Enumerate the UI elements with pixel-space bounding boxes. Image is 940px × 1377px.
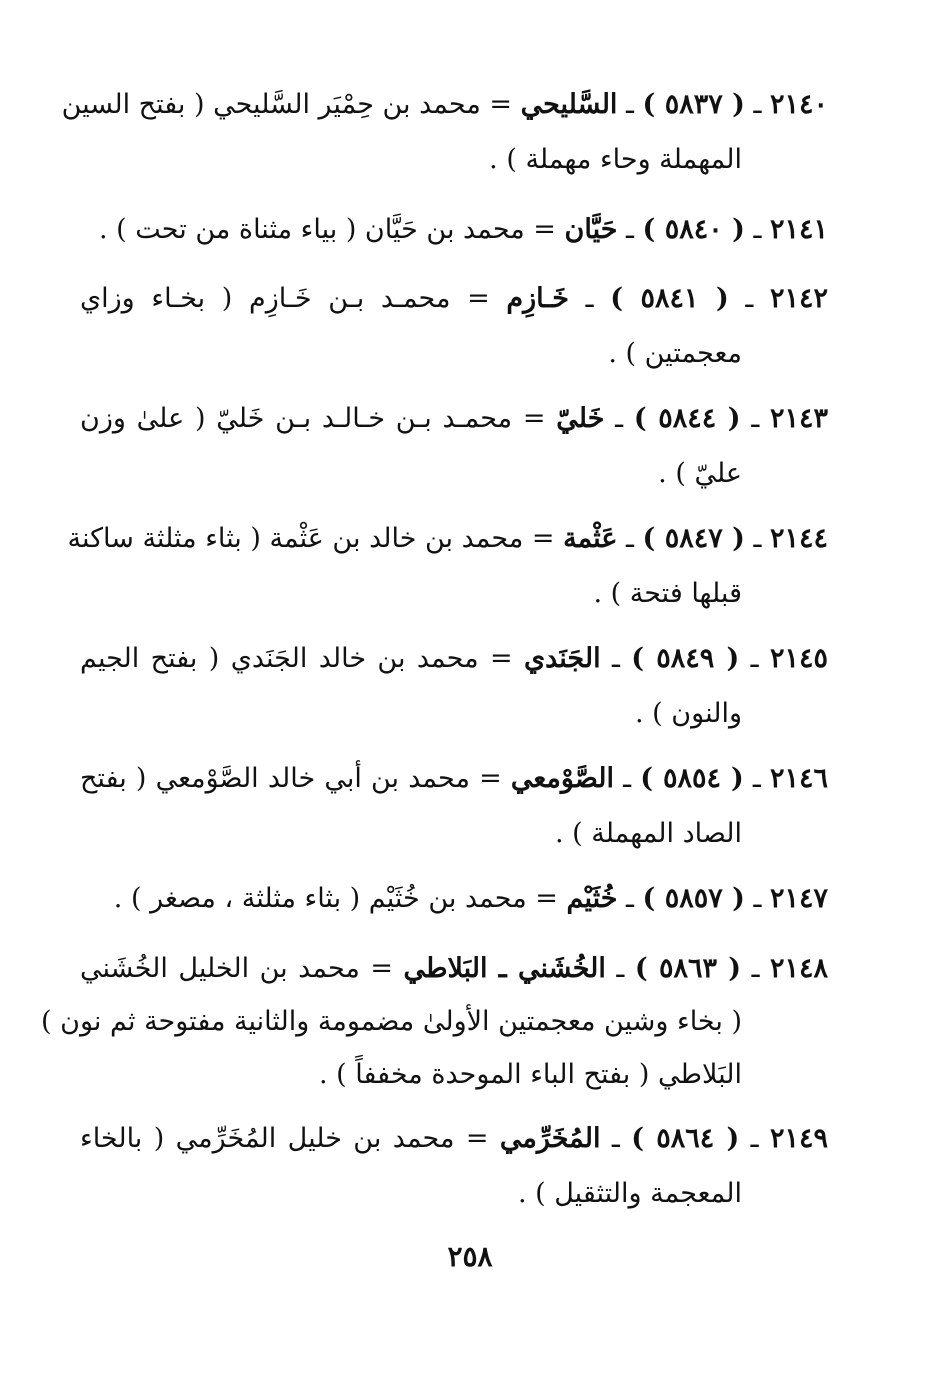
entry-continuation: المعجمة والتثقيل ) . [517, 1178, 742, 1209]
entry-number: ٢١٤٣ [770, 403, 829, 434]
entry-headword: السَّليحي [520, 89, 618, 120]
entry-first-line: ٢١٤٣ ـ ( ٥٨٤٤ ) ـ خَليّ = محمـد بـن خـالـد بـن خَليّ ( علىٰ وزن [80, 403, 829, 434]
entry-continuation: البَلاطي ( بفتح الباء الموحدة مخففاً ) . [319, 1059, 742, 1090]
entry-2141 [80, 202, 828, 257]
entry-2146 [80, 751, 828, 861]
entry-2144 [67, 511, 828, 621]
entry-definition: = محمد بن أبي خالد الصَّوْمعي ( بفتح [80, 763, 502, 794]
entry-continuation: والنون ) . [635, 698, 742, 729]
page-number: ٢٥٨ [447, 1240, 493, 1273]
entry-reference: ( ٥٨٤٠ ) [642, 214, 745, 245]
entry-definition: = محمد بن خالد بن عَثْمة ( بثاء مثلثة ساكنة [67, 523, 555, 554]
entry-reference: ( ٥٨٥٧ ) [642, 883, 745, 914]
entry-continuation: قبلها فتحة ) . [593, 578, 742, 609]
entry-reference: ( ٥٨٤٧ ) [642, 523, 745, 554]
entry-number: ٢١٤٨ [770, 953, 829, 984]
entry-headword: الجَنَدي [523, 643, 601, 674]
entry-headword: خَليّ [556, 403, 605, 434]
entry-number: ٢١٤٥ [769, 643, 828, 674]
entry-definition: = محمـد بـن خَـازِم ( بخـاء وزاي [80, 283, 490, 314]
entry-definition: = محمد بن خُثَيْم ( بثاء مثلثة ، مصغر ) . [113, 883, 558, 914]
entry-number: ٢١٤٢ [769, 283, 828, 314]
entry-2149 [80, 1111, 828, 1221]
entry-first-line: ٢١٤٧ ـ ( ٥٨٥٧ ) ـ خُثَيْم = محمد بن خُثَيْم ( بثاء مثلثة ، مصغر ) . [113, 883, 828, 914]
entry-continuation: عليّ ) . [658, 458, 742, 489]
entry-continuation: الصاد المهملة ) . [554, 818, 742, 849]
entry-headword: عَثْمة [563, 523, 618, 554]
entry-number: ٢١٤١ [769, 214, 828, 245]
entry-definition: = محمد بن خليل المُخَرِّمي ( بالخاء [80, 1123, 489, 1154]
entry-reference: ( ٥٨٦٤ ) [631, 1123, 740, 1154]
entry-continuation: المهملة وحاء مهملة ) . [489, 144, 742, 175]
entry-reference: ( ٥٨٦٣ ) [634, 953, 742, 984]
entry-first-line: ٢١٤٦ ـ ( ٥٨٥٤ ) ـ الصَّوْمعي = محمد بن أبي خالد الصَّوْمعي ( بفتح [80, 763, 828, 794]
entry-headword: الصَّوْمعي [510, 763, 614, 794]
entry-headword: المُخَرِّمي [499, 1123, 601, 1154]
entry-continuation: معجمتين ) . [608, 338, 742, 369]
entry-definition: = محمد بن خالد الجَنَدي ( بفتح الجيم [80, 643, 513, 674]
entry-2148 [41, 942, 829, 1101]
entry-number: ٢١٤٤ [769, 523, 828, 554]
entry-number: ٢١٤٧ [769, 883, 828, 914]
entry-first-line: ٢١٤٤ ـ ( ٥٨٤٧ ) ـ عَثْمة = محمد بن خالد بن عَثْمة ( بثاء مثلثة ساكنة [67, 523, 828, 554]
entry-continuation: ( بخاء وشين معجمتين الأولىٰ مضمومة والثانية مفتوحة ثم نون ) [41, 1006, 742, 1037]
entry-2140 [61, 77, 828, 187]
entry-reference: ( ٥٨٤٩ ) [631, 643, 740, 674]
entry-reference: ( ٥٨٣٧ ) [642, 89, 745, 120]
entry-headword: خُثَيْم [566, 883, 618, 914]
entry-first-line: ٢١٤٨ ـ ( ٥٨٦٣ ) ـ الخُشَني ـ البَلاطي = محمد بن الخليل الخُشَني [80, 953, 829, 984]
entry-definition: = محمـد بـن خـالـد بـن خَليّ ( علىٰ وزن [80, 403, 546, 434]
entry-definition: = محمد بن حَيَّان ( بياء مثناة من تحت ) . [99, 214, 556, 245]
entry-number: ٢١٤٠ [769, 89, 828, 120]
entry-2143 [80, 391, 828, 501]
entry-reference: ( ٥٨٥٤ ) [640, 763, 744, 794]
entry-reference: ( ٥٨٤١ ) [610, 283, 729, 314]
entry-number: ٢١٤٦ [769, 763, 828, 794]
entry-reference: ( ٥٨٤٤ ) [633, 403, 741, 434]
entry-headword: خَـازِم [506, 283, 569, 314]
entry-definition: = محمد بن الخليل الخُشَني [80, 953, 393, 984]
entry-2145 [80, 631, 828, 741]
entry-headword: الخُشَني ـ البَلاطي [403, 953, 606, 984]
entry-definition: = محمد بن حِمْيَر السَّليحي ( بفتح السين [61, 89, 512, 120]
entry-2142 [80, 271, 828, 381]
entry-first-line: ٢١٤٥ ـ ( ٥٨٤٩ ) ـ الجَنَدي = محمد بن خالد الجَنَدي ( بفتح الجيم [80, 643, 828, 674]
entry-first-line: ٢١٤١ ـ ( ٥٨٤٠ ) ـ حَيَّان = محمد بن حَيَّان ( بياء مثناة من تحت ) . [99, 214, 828, 245]
entry-first-line: ٢١٤٩ ـ ( ٥٨٦٤ ) ـ المُخَرِّمي = محمد بن خليل المُخَرِّمي ( بالخاء [80, 1123, 828, 1154]
entry-number: ٢١٤٩ [769, 1123, 828, 1154]
entry-headword: حَيَّان [564, 214, 618, 245]
entry-first-line: ٢١٤٢ ـ ( ٥٨٤١ ) ـ خَـازِم = محمـد بـن خَـازِم ( بخـاء وزاي [80, 283, 828, 314]
entry-first-line: ٢١٤٠ ـ ( ٥٨٣٧ ) ـ السَّليحي = محمد بن حِمْيَر السَّليحي ( بفتح السين [61, 89, 828, 120]
entry-2147 [80, 871, 828, 926]
